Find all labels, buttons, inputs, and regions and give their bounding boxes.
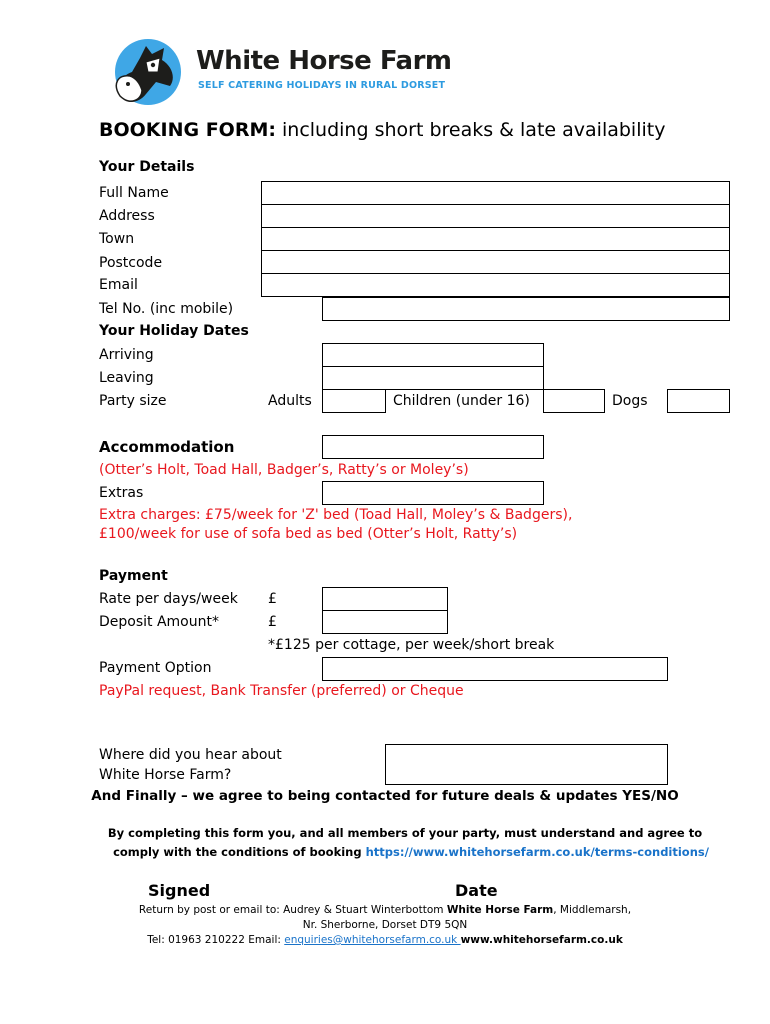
footer-return [0, 904, 770, 916]
email-field[interactable] [261, 273, 730, 297]
hear-about-line2: White Horse Farm? [99, 767, 232, 783]
date-label: Date [455, 881, 498, 900]
email-label: Email [99, 277, 138, 293]
full-name-label: Full Name [99, 185, 169, 201]
postcode-field[interactable] [261, 250, 730, 274]
postcode-label: Postcode [99, 255, 163, 271]
terms-link[interactable]: https://www.whitehorsefarm.co.uk/terms-conditions/ [365, 845, 709, 859]
accommodation-options: (Otter’s Holt, Toad Hall, Badger’s, Ratty’s or Moley’s) [99, 462, 469, 478]
section-holiday-dates: Your Holiday Dates [99, 323, 249, 339]
section-payment: Payment [99, 568, 168, 584]
deposit-currency: £ [268, 614, 277, 630]
party-size-label: Party size [99, 393, 167, 409]
logo-subtitle: SELF CATERING HOLIDAYS IN RURAL DORSET [198, 80, 446, 91]
footer-farm-name: White Horse Farm [446, 904, 554, 916]
section-accommodation: Accommodation [99, 438, 235, 456]
arriving-label: Arriving [99, 347, 154, 363]
page-title-rest: including short breaks & late availability [275, 119, 666, 141]
footer-contact [0, 934, 770, 946]
town-label: Town [99, 231, 135, 247]
footer-email-link[interactable]: enquiries@whitehorsefarm.co.uk [284, 934, 461, 946]
address-field[interactable] [261, 204, 730, 228]
conditions-line1: By completing this form you, and all members of your party, must understand and agree to [107, 826, 703, 840]
deposit-field[interactable] [322, 610, 448, 634]
leaving-label: Leaving [99, 370, 154, 386]
adults-field[interactable] [322, 389, 386, 413]
extras-field[interactable] [322, 481, 544, 505]
tel-field[interactable] [322, 297, 730, 321]
horse-logo-icon [106, 38, 196, 108]
payment-option-label: Payment Option [99, 660, 212, 676]
town-field[interactable] [261, 227, 730, 251]
hear-about-field[interactable] [385, 744, 668, 785]
rate-label: Rate per days/week [99, 591, 238, 607]
logo-title: White Horse Farm [196, 46, 452, 76]
deposit-label: Deposit Amount* [99, 614, 219, 630]
dogs-field[interactable] [667, 389, 730, 413]
arriving-field[interactable] [322, 343, 544, 367]
footer-tel: Tel: 01963 210222 Email: [147, 934, 285, 946]
tel-label: Tel No. (inc mobile) [99, 301, 234, 317]
conditions-line2 [0, 845, 770, 859]
rate-currency: £ [268, 591, 277, 607]
footer-website[interactable]: www.whitehorsefarm.co.uk [460, 934, 623, 946]
hear-about-line1: Where did you hear about [99, 747, 282, 763]
extras-label: Extras [99, 485, 144, 501]
adults-label: Adults [268, 393, 312, 409]
rate-field[interactable] [322, 587, 448, 611]
page-title-bold: BOOKING FORM: [99, 119, 276, 141]
footer-return-post: , Middlemarsh, [553, 904, 632, 916]
footer-address: Nr. Sherborne, Dorset DT9 5QN [302, 919, 468, 931]
footer-return-pre: Return by post or email to: Audrey & Stuart Winterbottom [138, 904, 447, 916]
address-label: Address [99, 208, 155, 224]
extra-charges-line1: Extra charges: £75/week for 'Z' bed (Toad Hall, Moley’s & Badgers), [99, 507, 573, 523]
leaving-field[interactable] [322, 366, 544, 390]
deposit-note: *£125 per cottage, per week/short break [268, 637, 555, 653]
payment-methods: PayPal request, Bank Transfer (preferred) or Cheque [99, 683, 464, 699]
contact-consent: And Finally – we agree to being contacted for future deals & updates YES/NO [91, 788, 679, 804]
logo [106, 38, 452, 108]
signed-label: Signed [148, 881, 211, 900]
full-name-field[interactable] [261, 181, 730, 205]
children-field[interactable] [543, 389, 605, 413]
conditions-text: comply with the conditions of booking [113, 845, 366, 859]
accommodation-field[interactable] [322, 435, 544, 459]
page-title [99, 119, 665, 141]
dogs-label: Dogs [612, 393, 648, 409]
section-your-details: Your Details [99, 159, 195, 175]
payment-option-field[interactable] [322, 657, 668, 681]
children-label: Children (under 16) [393, 393, 530, 409]
extra-charges-line2: £100/week for use of sofa bed as bed (Otter’s Holt, Ratty’s) [99, 526, 518, 542]
